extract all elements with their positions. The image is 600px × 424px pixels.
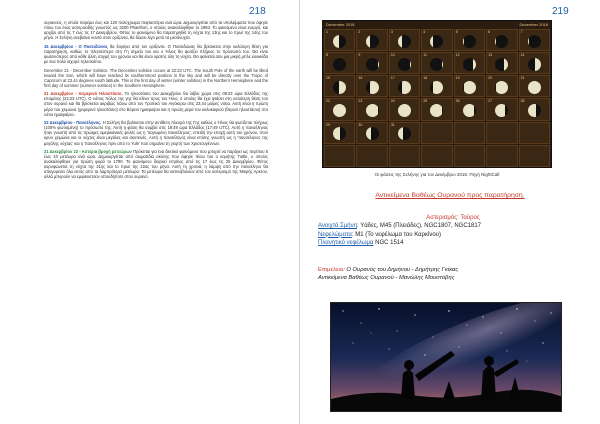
paragraph-solstice bbox=[44, 91, 268, 116]
stargazers-photo bbox=[330, 302, 562, 412]
calendar-day-cell bbox=[356, 52, 387, 74]
moon-phase-icon bbox=[430, 35, 443, 48]
calendar-day-number: 9 bbox=[358, 53, 361, 58]
credits-edit-label: Επιμέλεια bbox=[318, 267, 344, 273]
calendar-day-cell bbox=[324, 98, 355, 120]
calendar-day-cell bbox=[324, 29, 355, 51]
moon-phase-calendar bbox=[322, 20, 552, 168]
calendar-day-cell bbox=[486, 98, 517, 120]
calendar-day-cell bbox=[389, 52, 420, 74]
calendar-day-number: 10 bbox=[390, 53, 395, 58]
calendar-day-number: 11 bbox=[423, 53, 427, 58]
calendar-day-cell bbox=[519, 122, 550, 144]
paragraph-neptune-body: θα ξεφύγει από τον ορίζοντα. Ο Ποσειδώνας θα βρίσκεται στην καλύτερη θέση για παρατήρηση, καθώς το πλησιέστερο στη Γη σημείο του και ο Ήλιος θα φωτίζει πλήρως το πρόσωπό του. Θα είναι φωτεινότερος από κάθε άλλη στιγμή του χρόνου και θα είναι ορατός όλη τη νύχτα. Θα φαίνεται σαν μια μικρή μπλε κουκκίδα με ένα πολύ ισχυρό τηλεσκόπιο. bbox=[44, 43, 268, 65]
calendar-day-number: 4 bbox=[423, 30, 426, 34]
calendar-day-cell bbox=[519, 52, 550, 74]
moon-phase-icon bbox=[463, 81, 476, 94]
moon-phase-icon bbox=[528, 104, 541, 117]
nebulae-line bbox=[318, 231, 588, 239]
moon-phase-icon bbox=[366, 58, 379, 71]
calendar-day-cell bbox=[389, 122, 420, 144]
calendar-header bbox=[323, 21, 551, 28]
moon-phase-icon bbox=[333, 104, 346, 117]
planetary-nebula-value: NGC 1514 bbox=[373, 239, 404, 246]
moon-phase-icon bbox=[430, 104, 443, 117]
paragraph-ursids-body: Πρόκειται για ένα δεκτικό φαινόμενο που μπορεί να παράγει ως περίπου 5 έως 10 μετέωρα ανά ώρα. Δημιουργείται από σωματίδια σκόνης που άφησε πίσω του ο κομήτης Tuttle, ο οποίος ανακαλύφθηκε για πρώτη φορά το 1790. Το φαινόμενο διαρκεί ετησίως από τις 17 έως τις 25 Δεκεμβρίου. Φέτος κορυφώνεται τη νύχτα της 21ης και το πρωί της 22ας του μήνα. Αυτή τη χρονιά, η λάμψη από την πανσέληνο θα απαγορεύει όλα εκτός από τα λαμπρότερα μετέωρα. Τα μετέωρα θα ακτινοβολούν από τον αστερισμό της Μικρής Άρκτου, αλλά μπορούν να εμφανιστούν οπουδήποτε στον ουρανό. bbox=[44, 149, 268, 180]
open-clusters-label[interactable]: Ανοιχτά Σμήνη bbox=[318, 223, 357, 230]
moon-phase-icon bbox=[528, 81, 541, 94]
paragraph-full-moon-heading: 22 Δεκεμβρίου - Πανσέληνος. bbox=[44, 120, 102, 126]
deep-sky-objects bbox=[318, 214, 588, 247]
calendar-day-cell bbox=[324, 122, 355, 144]
calendar-day-number: 21 bbox=[520, 76, 525, 81]
calendar-day-cell bbox=[421, 122, 452, 144]
calendar-day-number: 12 bbox=[455, 53, 460, 58]
calendar-day-cell bbox=[519, 75, 550, 97]
calendar-day-cell bbox=[454, 122, 485, 144]
calendar-day-cell bbox=[356, 145, 387, 167]
calendar-day-number: 15 bbox=[326, 76, 330, 81]
calendar-day-cell bbox=[454, 52, 485, 74]
calendar-day-number: 25 bbox=[423, 99, 428, 104]
calendar-day-number: 20 bbox=[488, 76, 493, 81]
paragraph-geminids: ουρανούς, η οποία παρέμει έως και 120 πολύχρωμα πεφταστέρια ανά ώρα. Δημιουργείται από τα υπολείμματα που άφησε πίσω του ένας αστεροειδής γνωστός ως 3200 Phaethon, ο οποίος ανακαλύφθηκε το 1983. Το φαινόμενο είναι ενεργό, και αρχίζει από τις 7 έως τις 17 Δεκεμβρίου. Φέτος το φαινόμενο θα παρατηρηθεί τη νύχτα της 13ης και το πρωί της 14ης του μήνα. Η Σελήνη ανεβαίνει κοντά στον ορίζοντα, θα δώσει λίγο μετά τα μεσάνυχτα. bbox=[44, 20, 268, 41]
calendar-day-cell bbox=[454, 98, 485, 120]
calendar-day-cell bbox=[486, 52, 517, 74]
planetary-nebula-line bbox=[318, 239, 588, 247]
calendar-day-number: 26 bbox=[455, 99, 460, 104]
calendar-day-cell bbox=[486, 75, 517, 97]
calendar-day-number: 22 bbox=[326, 99, 330, 104]
moon-phase-icon bbox=[398, 127, 411, 140]
calendar-day-number: 19 bbox=[455, 76, 460, 81]
calendar-day-cell bbox=[389, 29, 420, 51]
moon-phase-icon bbox=[430, 81, 443, 94]
calendar-day-cell bbox=[454, 29, 485, 51]
moon-phase-icon bbox=[430, 58, 443, 71]
paragraph-full-moon bbox=[44, 120, 268, 145]
credits-edit-line bbox=[318, 266, 588, 274]
calendar-day-number: 28 bbox=[520, 99, 525, 104]
moon-phase-icon bbox=[333, 81, 346, 94]
credits-deep-sky-line: Αντικείμενα Βαθέως Ουρανού - Μανώλης Μουστόβης bbox=[318, 275, 455, 281]
calendar-day-cell bbox=[519, 98, 550, 120]
calendar-day-cell bbox=[519, 29, 550, 51]
calendar-day-cell bbox=[356, 29, 387, 51]
paragraph-neptune bbox=[44, 44, 268, 64]
calendar-day-cell bbox=[421, 98, 452, 120]
nebulae-label[interactable]: Νεφελώματα bbox=[318, 231, 352, 238]
calendar-day-number: 6 bbox=[488, 30, 491, 34]
moon-phase-icon bbox=[366, 104, 379, 117]
credits bbox=[318, 266, 588, 282]
moon-phase-icon bbox=[398, 81, 411, 94]
calendar-grid bbox=[323, 28, 551, 168]
calendar-day-cell bbox=[324, 75, 355, 97]
paragraph-solstice-body: Το ηλιοστάσιο του Δεκεμβρίου θα λάβει χώρα στις 09:23 ώρα Ελλάδος της επομένης (22:23 UTC). Ο νότιος πόλος της γης θα κλίνει προς τον Ήλιο, ο οποίος θα έχει φτάσει στη νοτιότερη θέση του στον ουρανό και θα βρίσκεται ακριβώς πάνω από τον Τροπικό του Αιγόκερω στις 23,44 μοίρες νότια. Αυτή είναι η πρώτη μέρα του χειμώνα (χειμερινό ηλιοστάσιο) στο Βόρειο ημισφαίριο και η πρώτη μέρα του καλοκαιριού (θερινό ηλιοστάσιο) στο νότιο ημισφαίριο. bbox=[44, 91, 268, 117]
calendar-day-cell bbox=[389, 145, 420, 167]
moon-phase-icon bbox=[495, 58, 508, 71]
moon-phase-icon bbox=[398, 104, 411, 117]
calendar-day-cell bbox=[486, 145, 517, 167]
moon-phase-icon bbox=[366, 81, 379, 94]
moon-phase-icon bbox=[366, 35, 379, 48]
calendar-day-number: 1 bbox=[326, 30, 328, 34]
calendar-day-number: 27 bbox=[488, 99, 493, 104]
moon-phase-icon bbox=[495, 81, 508, 94]
calendar-day-number: 17 bbox=[390, 76, 395, 81]
moon-phase-icon bbox=[528, 35, 541, 48]
calendar-day-number: 29 bbox=[326, 122, 330, 127]
paragraph-ursids bbox=[44, 149, 268, 180]
calendar-day-number: 7 bbox=[520, 30, 523, 34]
moon-phase-icon bbox=[398, 35, 411, 48]
calendar-day-cell bbox=[356, 98, 387, 120]
paragraph-full-moon-body: Η Σελήνη θα βρίσκεται στην αντίθετη πλευρά της Γης καθώς ο Ήλιος θα φωτίζεται πλήρως (100% φωτισμένη) το πρόσωπό της. Αυτή η φάση θα συμβεί στις 19:49 ώρα Ελλάδος (17:49 UTC). Αυτή η πανσέληνος ήταν γνωστή από τις πρώιμες αμερικανικές φυλές ως η 'παγωμένη πανσέληνος', επειδή την εποχή αυτή του χρόνου, στον κρύο χειμώνα και οι νύχτες είναι μεγάλες και σκοτεινές. Αυτή η πανσέληνος είναι επίσης γνωστή ως η 'πανσέληνος της μεγάλης νύχτας' και η 'πανσέληνος πριν από το Yule' που σημαίνει τη γιορτή των Χριστουγέννων. bbox=[44, 120, 268, 146]
paragraph-solstice-english: December 21 - December Solstice. The December solstice occurs at 22:23 UTC. The South Pole of the earth will be tilted toward the Sun, which will have reached its southernmost position in the sky and will be directly over the Tropic of Capricorn at 23.44 degrees south latitude. This is the first day of winter (winter solstice) in the Northern Hemisphere and the first day of summer (summer solstice) in the Southern Hemisphere. bbox=[44, 67, 268, 88]
calendar-day-cell bbox=[324, 52, 355, 74]
calendar-day-number: 3 bbox=[390, 30, 393, 34]
calendar-day-cell bbox=[486, 29, 517, 51]
calendar-caption: Οι φάσεις της Σελήνης για τον Δεκέμβριο 2018. Πηγή NightCall bbox=[374, 172, 500, 177]
calendar-day-number: 18 bbox=[423, 76, 428, 81]
moon-phase-icon bbox=[333, 58, 346, 71]
calendar-day-number: 8 bbox=[326, 53, 328, 58]
calendar-day-number: 5 bbox=[455, 30, 458, 34]
moon-phase-icon bbox=[463, 104, 476, 117]
calendar-day-cell bbox=[356, 75, 387, 97]
moon-phase-icon bbox=[463, 35, 476, 48]
calendar-day-cell bbox=[454, 145, 485, 167]
calendar-day-cell bbox=[486, 122, 517, 144]
calendar-day-cell bbox=[421, 145, 452, 167]
calendar-day-cell bbox=[421, 29, 452, 51]
calendar-day-number: 24 bbox=[390, 99, 395, 104]
calendar-day-cell bbox=[421, 52, 452, 74]
stargazers-photo-art bbox=[331, 303, 562, 412]
page-number-left: 218 bbox=[249, 6, 266, 17]
moon-phase-icon bbox=[366, 127, 379, 140]
open-clusters-value: : Υάδες, M45 (Πλειάδες), NGC1807, NGC1817 bbox=[356, 223, 482, 230]
calendar-day-number: 30 bbox=[358, 122, 363, 127]
paragraph-neptune-heading: 15 Δεκεμβρίου - Ο Ποσειδώνας bbox=[44, 43, 108, 49]
moon-phase-icon bbox=[528, 58, 541, 71]
calendar-day-number: 13 bbox=[488, 53, 493, 58]
calendar-title-right: December 2018 bbox=[519, 22, 548, 27]
open-clusters-line bbox=[318, 222, 588, 230]
calendar-day-number: 14 bbox=[520, 53, 525, 58]
constellation-line: Αστερισμός: Ταύρος bbox=[426, 215, 480, 221]
credits-edit-value: : Ο Ουρανός του Δημήνου - Δημήτρης Γκίκας bbox=[343, 267, 459, 273]
page-number-right: 219 bbox=[552, 6, 569, 17]
nebulae-value: : M1 (Το νεφέλωμα του Καρκίνου) bbox=[351, 231, 441, 238]
calendar-day-cell bbox=[356, 122, 387, 144]
calendar-day-number: 23 bbox=[358, 99, 363, 104]
moon-phase-icon bbox=[495, 35, 508, 48]
calendar-day-number: 16 bbox=[358, 76, 363, 81]
calendar-day-cell bbox=[519, 145, 550, 167]
calendar-day-number: 31 bbox=[390, 122, 395, 127]
moon-phase-icon bbox=[398, 58, 411, 71]
calendar-day-cell bbox=[421, 75, 452, 97]
calendar-title-left: December 2018 bbox=[326, 22, 355, 27]
moon-phase-icon bbox=[495, 104, 508, 117]
calendar-day-cell bbox=[324, 145, 355, 167]
moon-phase-icon bbox=[333, 127, 346, 140]
planetary-nebula-label[interactable]: Πλανητικό νεφέλωμα bbox=[318, 239, 374, 246]
calendar-day-number: 2 bbox=[358, 30, 361, 34]
paragraph-solstice-heading: 21 Δεκεμβρίου - Χειμερινό Ηλιοστάσιο. bbox=[44, 91, 123, 97]
moon-phase-icon bbox=[333, 35, 346, 48]
left-page-text bbox=[44, 20, 268, 183]
page-gutter bbox=[299, 0, 300, 424]
moon-phase-icon bbox=[463, 58, 476, 71]
calendar-day-cell bbox=[389, 75, 420, 97]
deep-sky-heading: Αντικείμενα Βαθέως Ουρανού προς παρατήρηση. bbox=[375, 192, 525, 199]
paragraph-ursids-heading: 21 Δεκεμβρίου 22 - Αστέρια βροχή μετεώρων bbox=[44, 149, 132, 155]
calendar-day-cell bbox=[389, 98, 420, 120]
calendar-day-cell bbox=[454, 75, 485, 97]
